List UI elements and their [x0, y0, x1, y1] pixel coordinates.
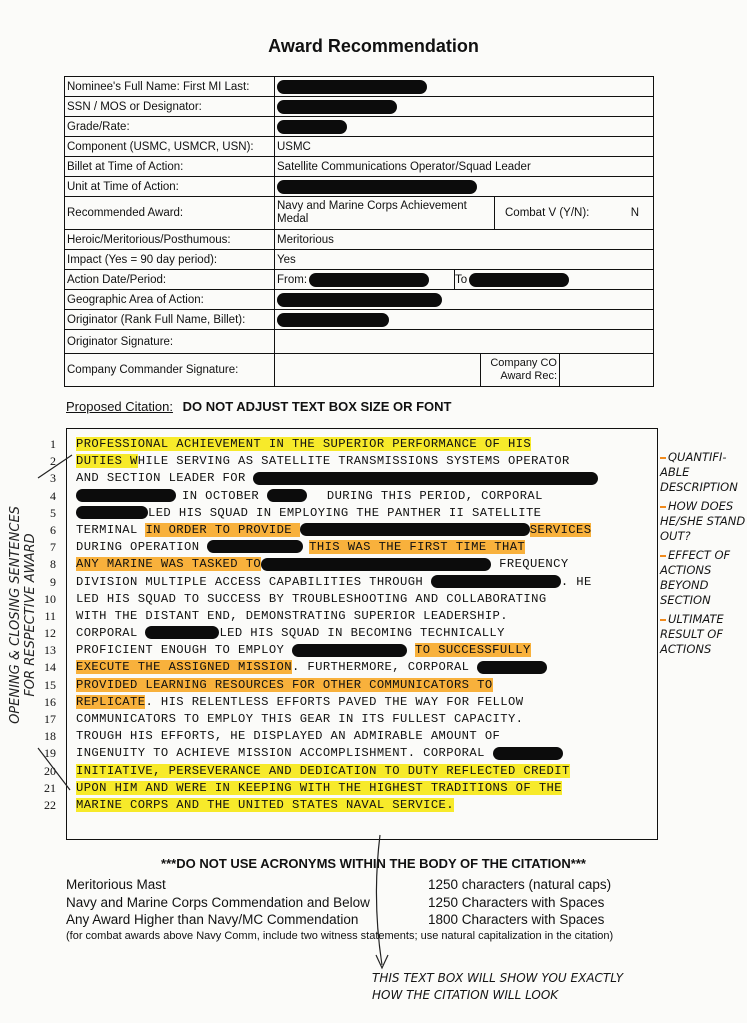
ssn-value: [275, 97, 653, 116]
note-stand-out: HOW DOES HE/SHE STAND OUT?: [660, 499, 746, 543]
award-form-table: [64, 76, 654, 387]
handwritten-bottom-note: THIS TEXT BOX WILL SHOW YOU EXACTLY HOW THE CITATION WILL LOOK: [372, 971, 624, 1002]
redaction-mark: [277, 100, 397, 114]
redaction-mark: [431, 575, 561, 588]
grade-value: [275, 117, 653, 136]
redaction-mark: [277, 120, 347, 134]
cc-sig-row: [65, 354, 653, 386]
redaction-mark: [309, 273, 429, 287]
unit-row: [65, 177, 653, 197]
citation-line-11: WITH THE DISTANT END, DEMONSTRATING SUPERIOR LEADERSHIP.: [76, 608, 508, 623]
billet-label: Billet at Time of Action:: [65, 157, 275, 176]
citation-line-6: TERMINAL IN ORDER TO PROVIDE SERVICES: [76, 522, 592, 537]
award-label: Recommended Award:: [65, 197, 275, 229]
limit-row: Meritorious Mast 1250 characters (natural caps): [66, 877, 612, 892]
nominee-value: [275, 77, 653, 96]
geo-label: Geographic Area of Action:: [65, 290, 275, 309]
line-number: 14: [44, 660, 56, 675]
line-number: 3: [50, 471, 56, 486]
citation-line-22: MARINE CORPS AND THE UNITED STATES NAVAL SERVICE.: [76, 797, 454, 812]
originator-label: Originator (Rank Full Name, Billet):: [65, 310, 275, 329]
heroic-label: Heroic/Meritorious/Posthumous:: [65, 230, 275, 249]
line-number: 10: [44, 591, 56, 606]
ssn-row: [65, 97, 653, 117]
citation-line-2: DUTIES WHILE SERVING AS SATELLITE TRANSMISSIONS SYSTEMS OPERATOR: [76, 454, 570, 469]
citation-line-7: DURING OPERATION THIS WAS THE FIRST TIME THAT: [76, 540, 526, 555]
redaction-mark: [300, 523, 530, 536]
award-value: Navy and Marine Corps Achievement Medal: [275, 197, 495, 229]
ssn-label: SSN / MOS or Designator:: [65, 97, 275, 116]
billet-row: [65, 157, 653, 177]
citation-line-19: INGENUITY TO ACHIEVE MISSION ACCOMPLISHMENT. CORPORAL: [76, 745, 648, 762]
component-row: [65, 137, 653, 157]
note-ultimate-result: ULTIMATE RESULT OF ACTIONS: [660, 612, 724, 656]
redaction-mark: [261, 558, 491, 571]
citation-line-3: AND SECTION LEADER FOR: [76, 470, 648, 487]
proposed-citation-label: Proposed Citation:: [66, 399, 173, 414]
redaction-mark: [277, 313, 389, 327]
combat-v-value: N: [630, 207, 639, 219]
line-number: 17: [44, 712, 56, 726]
citation-line-17: COMMUNICATORS TO EMPLOY THIS GEAR IN ITS FULLEST CAPACITY.: [76, 712, 524, 726]
grade-row: [65, 117, 653, 137]
nominee-row: [65, 77, 653, 97]
originator-value: [275, 310, 653, 329]
redaction-mark: [253, 472, 598, 485]
redaction-mark: [76, 506, 148, 519]
citation-line-15: PROVIDED LEARNING RESOURCES FOR OTHER COMMUNICATORS TO: [76, 677, 493, 692]
combat-award-note: (for combat awards above Navy Comm, include two witness statements; use natural capitalization in the citation): [66, 930, 614, 942]
company-co-award-rec: Company CO Award Rec:: [480, 354, 560, 386]
redaction-mark: [277, 80, 427, 94]
heroic-row: [65, 230, 653, 250]
line-number: 9: [50, 574, 56, 589]
proposed-citation-note: DO NOT ADJUST TEXT BOX SIZE OR FONT: [182, 399, 452, 414]
orig-sig-row: [65, 330, 653, 354]
line-number: 22: [44, 797, 56, 812]
line-numbers: [36, 436, 56, 814]
redaction-mark: [477, 661, 547, 674]
combat-v-label: Combat V (Y/N):: [505, 207, 590, 219]
cc-sig-value: [275, 354, 480, 386]
action-date-label: Action Date/Period:: [65, 270, 275, 289]
note-quantifiable: QUANTIFI- ABLE DESCRIPTION: [660, 450, 738, 494]
citation-line-21: UPON HIM AND WERE IN KEEPING WITH THE HIGHEST TRADITIONS OF THE: [76, 780, 562, 795]
handwritten-right-notes: [660, 450, 747, 661]
redaction-mark: [207, 540, 303, 553]
redaction-mark: [493, 747, 563, 760]
limit-row: Any Award Higher than Navy/MC Commendation 1800 Characters with Spaces: [66, 912, 605, 927]
unit-value: [275, 177, 653, 196]
line-number: 15: [44, 677, 56, 692]
redaction-mark: [267, 489, 307, 502]
geo-row: [65, 290, 653, 310]
citation-line-14: EXECUTE THE ASSIGNED MISSION. FURTHERMORE, CORPORAL: [76, 659, 648, 676]
redaction-mark: [292, 644, 407, 657]
heroic-value: Meritorious: [277, 233, 334, 246]
grade-label: Grade/Rate:: [65, 117, 275, 136]
redaction-mark: [469, 273, 569, 287]
from-label: From:: [277, 273, 308, 286]
limit-row: Navy and Marine Corps Commendation and Below 1250 Characters with Spaces: [66, 894, 605, 910]
note-effect: EFFECT OF ACTIONS BEYOND SECTION: [660, 548, 731, 607]
citation-line-9: DIVISION MULTIPLE ACCESS CAPABILITIES THROUGH . HE: [76, 574, 592, 589]
citation-line-1: PROFESSIONAL ACHIEVEMENT IN THE SUPERIOR PERFORMANCE OF HIS: [76, 437, 532, 451]
component-label: Component (USMC, USMCR, USN):: [65, 137, 275, 156]
line-number: 7: [50, 540, 56, 555]
line-number: 18: [44, 729, 56, 744]
award-character-limits: [66, 876, 706, 929]
billet-value: Satellite Communications Operator/Squad Leader: [277, 160, 531, 173]
citation-line-13: PROFICIENT ENOUGH TO EMPLOY TO SUCCESSFULLY: [76, 643, 531, 658]
redaction-mark: [76, 489, 176, 502]
line-number: 11: [44, 608, 56, 623]
line-number: 2: [50, 454, 56, 469]
orig-sig-label: Originator Signature:: [65, 330, 275, 353]
line-number: 5: [50, 505, 56, 520]
handwritten-side-note: OPENING & CLOSING SENTENCES FOR RESPECTIVE AWARD: [8, 506, 38, 724]
redaction-mark: [145, 626, 219, 639]
citation-line-4: IN OCTOBER DURING THIS PERIOD, CORPORAL: [76, 488, 648, 505]
citation-line-12: CORPORAL LED HIS SQUAD IN BECOMING TECHNICALLY: [76, 626, 505, 641]
unit-label: Unit at Time of Action:: [65, 177, 275, 196]
award-row: [65, 197, 653, 230]
originator-row: [65, 310, 653, 330]
component-value: USMC: [277, 140, 311, 153]
citation-line-18: TROUGH HIS EFFORTS, HE DISPLAYED AN ADMIRABLE AMOUNT OF: [76, 729, 501, 744]
line-number: 19: [44, 746, 56, 761]
citation-line-5: LED HIS SQUAD IN EMPLOYING THE PANTHER II SATELLITE: [76, 505, 648, 522]
nominee-label: Nominee's Full Name: First MI Last:: [65, 77, 275, 96]
line-number: 21: [44, 780, 56, 795]
redaction-mark: [277, 180, 477, 194]
to-label: To: [455, 273, 468, 286]
citation-line-20: INITIATIVE, PERSEVERANCE AND DEDICATION TO DUTY REFLECTED CREDIT: [76, 763, 570, 778]
line-number: 1: [50, 437, 56, 451]
redaction-mark: [277, 293, 442, 307]
orig-sig-value: [275, 330, 653, 353]
impact-row: [65, 250, 653, 270]
acronym-warning: ***DO NOT USE ACRONYMS WITHIN THE BODY OF THE CITATION***: [161, 856, 586, 871]
document-title: Award Recommendation: [268, 36, 479, 56]
line-number: 20: [44, 763, 56, 778]
citation-line-8: ANY MARINE WAS TASKED TO FREQUENCY: [76, 557, 569, 572]
impact-label: Impact (Yes = 90 day period):: [65, 250, 275, 269]
line-number: 12: [44, 626, 56, 641]
line-number: 16: [44, 694, 56, 709]
geo-value: [275, 290, 653, 309]
action-date-row: [65, 270, 653, 290]
line-number: 13: [44, 643, 56, 658]
citation-line-16: REPLICATE. HIS RELENTLESS EFFORTS PAVED THE WAY FOR FELLOW: [76, 694, 524, 709]
line-number: 8: [50, 557, 56, 572]
proposed-citation-heading: [66, 399, 452, 414]
citation-text: [76, 436, 648, 814]
cc-sig-label: Company Commander Signature:: [65, 354, 275, 386]
citation-line-10: LED HIS SQUAD TO SUCCESS BY TROUBLESHOOTING AND COLLABORATING: [76, 591, 547, 606]
line-number: 6: [50, 522, 56, 537]
impact-value: Yes: [277, 253, 296, 266]
line-number: 4: [50, 488, 56, 503]
